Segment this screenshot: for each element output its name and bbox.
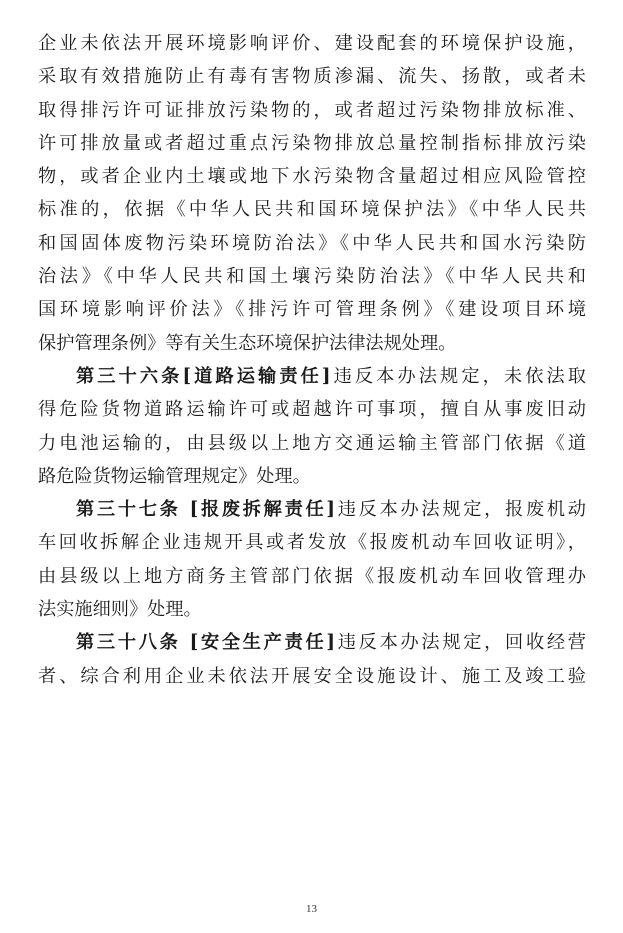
article-36-lead-text: 违反本办法规定，未依法取	[330, 365, 586, 387]
article-38-heading: 第三十八条 [安全生产责任]	[76, 632, 336, 654]
text-line: 企业未依法开展环境影响评价、建设配套的环境保护设施，	[38, 33, 586, 54]
text-line: 治法》《中华人民共和国土壤污染防治法》《中华人民共和	[38, 266, 586, 288]
text-line: 取得排污许可证排放污染物的，或者超过污染物排放标准、	[38, 99, 586, 121]
article-38-lead-text: 违反本办法规定，回收经营	[335, 632, 586, 654]
body-text	[38, 27, 586, 693]
article-37-first-line	[38, 493, 586, 526]
article-37-heading: 第三十七条 [报废拆解责任]	[76, 499, 336, 521]
article-37-lead-text: 违反本办法规定，报废机动	[335, 499, 586, 521]
text-line: 法实施细则》处理。	[38, 599, 202, 621]
text-line: 采取有效措施防止有毒有害物质渗漏、流失、扬散，或者未	[38, 66, 586, 88]
text-line: 标准的，依据《中华人民共和国环境保护法》《中华人民共	[38, 199, 586, 221]
text-line: 者、综合利用企业未依法开展安全设施设计、施工及竣工验	[38, 665, 586, 687]
article-38-first-line	[38, 626, 586, 659]
text-line: 由县级以上地方商务主管部门依据《报废机动车回收管理办	[38, 565, 586, 587]
text-line: 许可排放量或者超过重点污染物排放总量控制指标排放污染	[38, 132, 586, 154]
article-36-heading: 第三十六条[道路运输责任]	[76, 365, 331, 387]
text-line: 和国固体废物污染环境防治法》《中华人民共和国水污染防	[38, 232, 586, 254]
article-36-first-line	[38, 360, 586, 393]
page-number: 13	[306, 903, 317, 915]
text-line: 力电池运输的，由县级以上地方交通运输主管部门依据《道	[38, 432, 586, 454]
text-line: 车回收拆解企业违规开具或者发放《报废机动车回收证明》，	[38, 532, 586, 554]
text-line: 保护管理条例》等有关生态环境保护法律法规处理。	[38, 332, 457, 354]
text-line: 国环境影响评价法》《排污许可管理条例》《建设项目环境	[38, 299, 586, 321]
text-line: 得危险货物道路运输许可或超越许可事项，擅自从事废旧动	[38, 399, 586, 421]
text-line: 路危险货物运输管理规定》处理。	[38, 465, 311, 487]
text-line: 物，或者企业内土壤或地下水污染物含量超过相应风险管控	[38, 166, 586, 188]
